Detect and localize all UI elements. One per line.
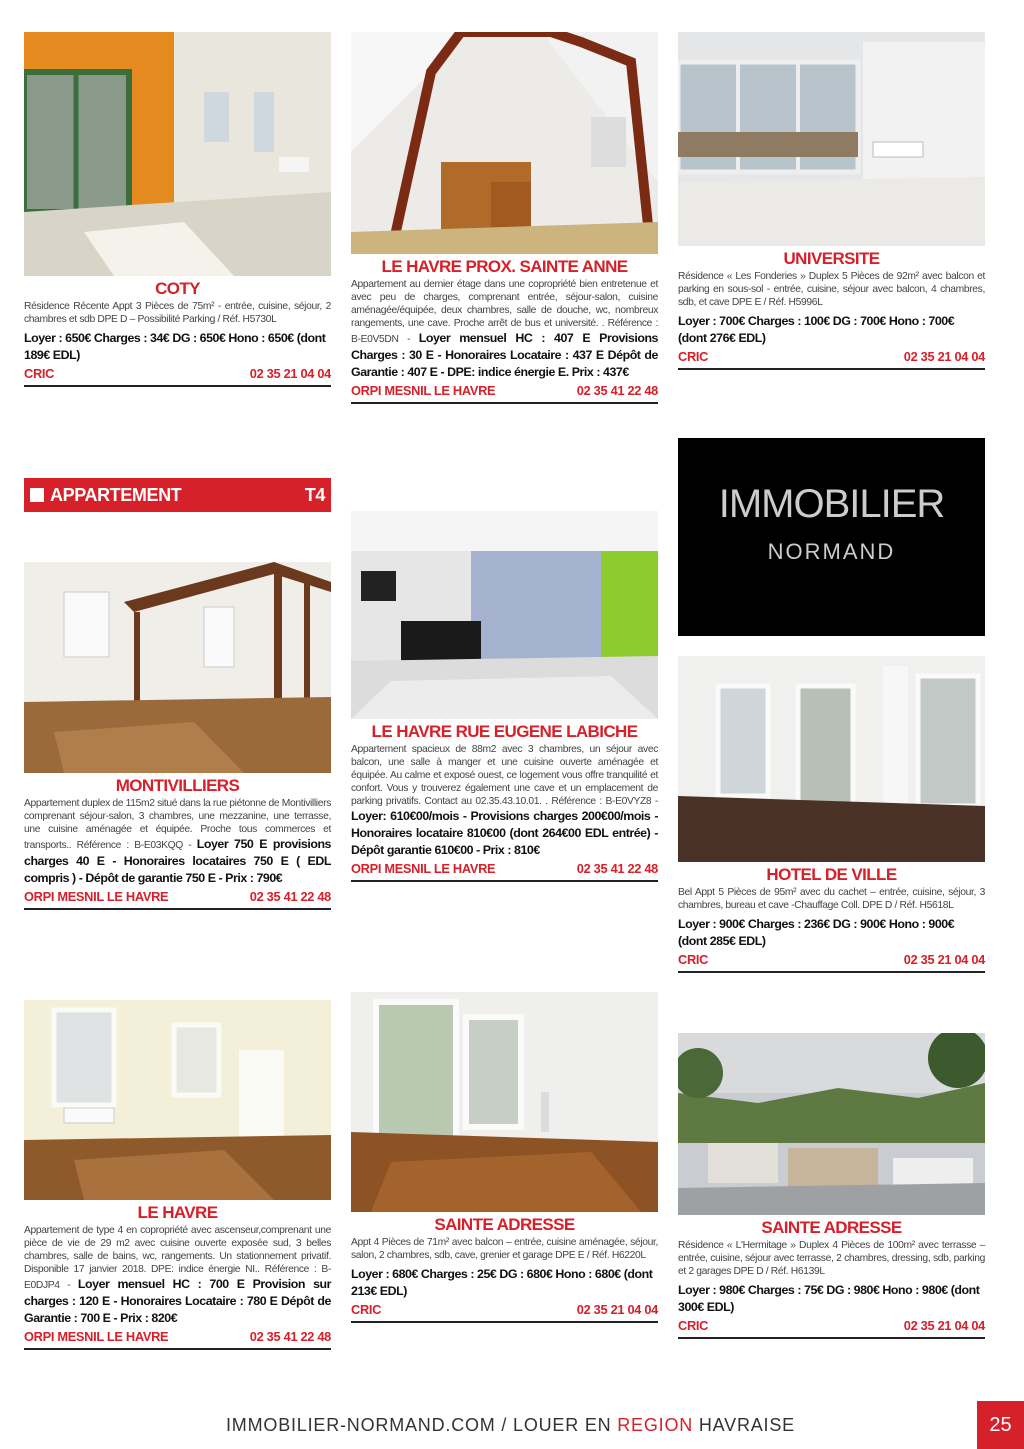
agency-name: ORPI MESNIL LE HAVRE: [351, 861, 496, 876]
listing-description: Appartement spacieux de 88m2 avec 3 chambres, un séjour avec balcon, une salle à manger et une cuisine ouverte aménagée et équipée. Au calme et exposé ouest, ce logement vous offre tranquilité et confort. Vous y trouverez également une cave et un emplacement de parking privatifs. Contact au 02.35.43.10.01. . Référence : B-E0VYZ8 - Loyer: 610€00/mois - Provisions charges 200€00/mois - Honoraires locataire 810€00 (dont 264€00 EDL entrée) - Dépôt garantie 610€00 - Prix : 810€: [351, 744, 658, 857]
footer-louer: LOUER EN: [513, 1415, 618, 1435]
listing-photo: [351, 511, 658, 719]
listing-sainte-anne: [351, 32, 658, 404]
listing-eugene-labiche: [351, 511, 658, 882]
listing-sainte-adresse-1: [351, 992, 658, 1323]
listing-terms: Loyer: 610€00/mois - Provisions charges 200€00/mois - Honoraires locataire 810€00 (dont 264€00 EDL entrée) - Dépôt garantie 610€00 - Prix : 810€: [351, 809, 658, 857]
listing-photo: [351, 992, 658, 1212]
listing-photo: [678, 1033, 985, 1215]
square-icon: [30, 488, 44, 502]
listing-photo: [678, 656, 985, 862]
listing-contact: [351, 861, 658, 882]
listing-contact: [351, 1302, 658, 1323]
listing-sainte-adresse-2: [678, 1033, 985, 1339]
listing-title: COTY: [155, 279, 200, 298]
listing-title: HOTEL DE VILLE: [766, 865, 897, 884]
footer-site: IMMOBILIER-NORMAND.COM: [226, 1415, 496, 1435]
listing-terms: Loyer 750 E provisions charges 40 E - Honoraires locataires 750 E ( EDL compris ) - Dépôt de garantie 750 E - Prix : 790€: [24, 837, 332, 885]
listing-title: LE HAVRE: [137, 1203, 218, 1222]
listing-photo: [24, 562, 331, 773]
listing-title: LE HAVRE RUE EUGENE LABICHE: [371, 722, 638, 741]
listing-contact: [24, 889, 331, 910]
banner-label: APPARTEMENT: [50, 484, 182, 505]
page-number: 25: [977, 1401, 1024, 1449]
listing-title: UNIVERSITE: [783, 249, 880, 268]
listing-title: MONTIVILLIERS: [115, 776, 240, 795]
agency-name: CRIC: [351, 1302, 382, 1317]
logo-line2: NORMAND: [767, 539, 896, 564]
listing-terms: Loyer : 700€ Charges : 100€ DG : 700€ Hono : 700€ (dont 276€ EDL): [678, 314, 955, 345]
agency-name: CRIC: [24, 366, 55, 381]
listing-contact: [351, 383, 658, 404]
phone-number: 02 35 41 22 48: [249, 889, 331, 904]
listing-title: SAINTE ADRESSE: [761, 1218, 902, 1237]
banner-type: T4: [304, 484, 325, 505]
listing-photo: [678, 32, 985, 246]
agency-name: CRIC: [678, 1318, 709, 1333]
listing-photo: [24, 32, 331, 276]
listing-description: Appartement de type 4 en copropriété avec ascenseur,comprenant une pièce de vie de 29 m2 avec cuisine ouverte exposée sud, 3 belles chambres, salle de bains, wc, rangements. Un stationnement privatif. Disponible 17 janvier 2018. DPE: indice énergie NI.. Référence : B-E0DJP4 - Loyer mensuel HC : 700 E Provision sur charges : 120 E - Honoraires Locataire : 780 E Dépôt de Garantie : 700 E - Prix : 820€: [24, 1225, 332, 1325]
listing-contact: [678, 349, 985, 370]
listing-le-havre: [24, 1000, 331, 1350]
listing-description: Résidence « Les Fonderies » Duplex 5 Pièces de 92m² avec balcon et parking en sous-sol - entrée, cuisine, séjour avec balcon, 4 chambres, sdb, et cave DPE E / Réf. H5996L: [678, 271, 985, 308]
phone-number: 02 35 21 04 04: [903, 1318, 985, 1333]
agency-name: ORPI MESNIL LE HAVRE: [24, 1329, 169, 1344]
category-banner: [24, 478, 331, 512]
phone-number: 02 35 21 04 04: [903, 952, 985, 967]
listing-contact: [24, 366, 331, 387]
agency-name: ORPI MESNIL LE HAVRE: [24, 889, 169, 904]
listing-hotel-de-ville: [678, 656, 985, 973]
footer-separator: /: [495, 1415, 514, 1435]
listing-terms: Loyer mensuel HC : 407 E Provisions Charges : 30 E - Honoraires Locataire : 437 E Dépôt de Garantie : 407 E - DPE: indice énergie E. Prix : 437€: [351, 331, 659, 379]
listing-description: Appartement duplex de 115m2 situé dans la rue piétonne de Montivilliers comprenant séjour-salon, 3 chambres, une mezzanine, une terrasse, une cuisine aménagée et équipée. Proche tous commerces et transports.. Référence : B-E03KQQ - Loyer 750 E provisions charges 40 E - Honoraires locataires 750 E ( EDL compris ) - Dépôt de garantie 750 E - Prix : 790€: [24, 798, 332, 885]
listing-description: Résidence Récente Appt 3 Pièces de 75m² - entrée, cuisine, séjour, 2 chambres et sdb DPE D – Possibilité Parking / Réf. H5730L: [24, 301, 331, 325]
agency-name: CRIC: [678, 952, 709, 967]
listing-photo: [351, 32, 658, 254]
brand-logo: [678, 438, 985, 636]
listing-title: SAINTE ADRESSE: [434, 1215, 575, 1234]
listing-terms: Loyer : 900€ Charges : 236€ DG : 900€ Hono : 900€ (dont 285€ EDL): [678, 917, 955, 948]
listing-coty: [24, 32, 331, 387]
listing-contact: [24, 1329, 331, 1350]
listing-description: Résidence « L'Hermitage » Duplex 4 Pièces de 100m² avec terrasse – entrée, cuisine, séjour avec terrasse, 2 chambres, dressing, sdb, parking et 2 garages DPE D / Réf. H6139L: [678, 1240, 985, 1277]
listing-terms: Loyer : 650€ Charges : 34€ DG : 650€ Hono : 650€ (dont 189€ EDL): [24, 331, 326, 362]
phone-number: 02 35 21 04 04: [903, 349, 985, 364]
page-footer: [0, 1401, 1024, 1449]
listing-terms: Loyer : 980€ Charges : 75€ DG : 980€ Hono : 980€ (dont 300€ EDL): [678, 1283, 980, 1314]
agency-name: ORPI MESNIL LE HAVRE: [351, 383, 496, 398]
listing-photo: [24, 1000, 331, 1200]
listing-terms: Loyer mensuel HC : 700 E Provision sur charges : 120 E - Honoraires Locataire : 780 E Dépôt de Garantie : 700 E - Prix : 820€: [24, 1277, 332, 1325]
agency-name: CRIC: [678, 349, 709, 364]
footer-region: REGION: [617, 1415, 694, 1435]
listing-universite: [678, 32, 985, 370]
listing-contact: [678, 952, 985, 973]
phone-number: 02 35 21 04 04: [576, 1302, 658, 1317]
logo-line1: IMMOBILIER: [718, 482, 945, 526]
listing-description: Bel Appt 5 Pièces de 95m² avec du cachet – entrée, cuisine, séjour, 3 chambres, bureau et cave -Chauffage Coll. DPE D / Réf. H5618L: [678, 887, 985, 911]
listing-terms: Loyer : 680€ Charges : 25€ DG : 680€ Hono : 680€ (dont 213€ EDL): [351, 1267, 653, 1298]
listing-montivilliers: [24, 562, 331, 910]
listing-description: Appt 4 Pièces de 71m² avec balcon – entrée, cuisine aménagée, séjour, salon, 2 chambres, sdb, cave, grenier et garage DPE E / Réf. H6220L: [351, 1237, 658, 1261]
phone-number: 02 35 41 22 48: [576, 383, 658, 398]
phone-number: 02 35 21 04 04: [249, 366, 331, 381]
footer-text: [226, 1415, 795, 1436]
listing-title: LE HAVRE PROX. SAINTE ANNE: [381, 257, 628, 276]
listing-description: Appartement au dernier étage dans une copropriété bien entretenue et avec peu de charges, comprenant entrée, séjour-salon, cuisine aménagée/équipée, deux chambres, salle de douche, wc, nombreux rangements, une cave. Proche arrêt de bus et université. . Référence : B-E0V5DN - Loyer mensuel HC : 407 E Provisions Charges : 30 E - Honoraires Locataire : 437 E Dépôt de Garantie : 407 E - DPE: indice énergie E. Prix : 437€: [351, 279, 659, 379]
phone-number: 02 35 41 22 48: [576, 861, 658, 876]
listing-contact: [678, 1318, 985, 1339]
phone-number: 02 35 41 22 48: [249, 1329, 331, 1344]
footer-havraise: HAVRAISE: [693, 1415, 795, 1435]
